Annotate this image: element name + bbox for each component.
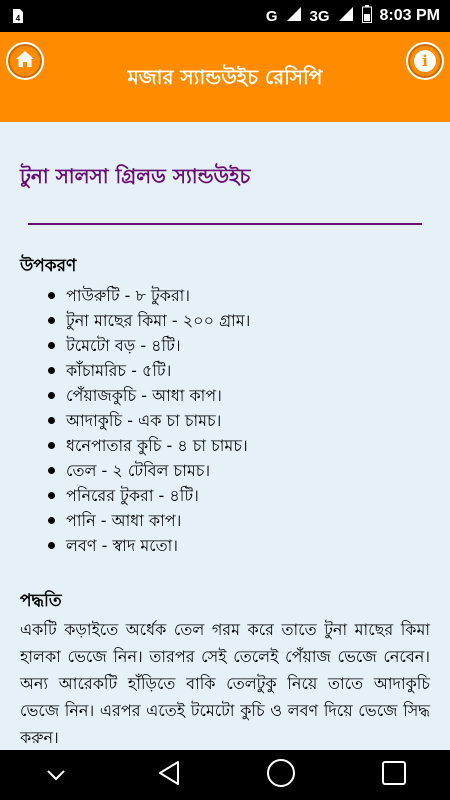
- back-triangle-icon: [156, 760, 182, 790]
- list-item: [48, 283, 430, 308]
- list-item: [48, 308, 430, 333]
- home-nav-button[interactable]: [251, 750, 311, 800]
- status-bar: [0, 0, 450, 32]
- recents-square-icon: [381, 760, 407, 790]
- bullet-icon: [48, 542, 55, 549]
- ingredient-text: লবণ - স্বাদ মতো।: [66, 536, 178, 555]
- navigation-bar: [0, 750, 450, 800]
- network-3g-label: 3G: [309, 7, 330, 25]
- ingredient-text: ধনেপাতার কুচি - ৪ চা চামচ।: [66, 436, 248, 455]
- ingredient-text: পেঁয়াজকুচি - আধা কাপ।: [66, 386, 222, 405]
- ingredient-text: পানি - আধা কাপ।: [66, 511, 182, 530]
- ingredient-text: তেল - ২ টেবিল চামচ।: [66, 461, 211, 480]
- chevron-down-icon: [46, 766, 66, 785]
- list-item: [48, 358, 430, 383]
- list-item: [48, 458, 430, 483]
- list-item: [48, 508, 430, 533]
- back-button[interactable]: [139, 750, 199, 800]
- ingredient-text: আদাকুচি - এক চা চামচ।: [66, 411, 222, 430]
- signal-icon-2: [338, 6, 354, 26]
- list-item: [48, 333, 430, 358]
- recipe-title: টুনা সালসা গ্রিলড স্যান্ডউইচ: [20, 164, 251, 188]
- sim-card-icon: [10, 8, 24, 24]
- bullet-icon: [48, 392, 55, 399]
- ingredients-list: [20, 283, 430, 558]
- signal-icon: [286, 6, 302, 26]
- bullet-icon: [48, 492, 55, 499]
- home-circle-icon: [266, 758, 296, 792]
- app-title: মজার স্যান্ডউইচ রেসিপি: [127, 65, 323, 89]
- info-icon: i: [414, 50, 436, 72]
- ingredients-heading: উপকরণ: [20, 256, 77, 276]
- list-item: [48, 408, 430, 433]
- method-heading: পদ্ধতি: [20, 591, 62, 611]
- bullet-icon: [48, 467, 55, 474]
- status-right: [266, 5, 440, 27]
- svg-text:4: 4: [15, 14, 21, 23]
- clock-time: 8:03 PM: [379, 7, 440, 24]
- network-g-label: G: [265, 7, 278, 25]
- status-left: [10, 8, 24, 24]
- app-header: [0, 32, 450, 122]
- list-item: [48, 433, 430, 458]
- list-item: [48, 383, 430, 408]
- method-text: একটি কড়াইতে অর্ধেক তেল গরম করে তাতে টুনা মাছের কিমা হালকা ভেজে নিন। তারপর সেই তেলেই পেঁয়াজ ভেজে নেবেন। অন্য আরেকটি হাঁড়িতে বাকি তেলটুকু নিয়ে তাতে আদাকুচি ভেজে নিন। এরপর এতেই টমেটো কুচি ও লবণ দিয়ে ভেজে সিদ্ধ করুন।: [20, 620, 430, 747]
- bullet-icon: [48, 292, 55, 299]
- bullet-icon: [48, 517, 55, 524]
- bullet-icon: [48, 442, 55, 449]
- battery-icon: [362, 5, 372, 27]
- bullet-icon: [48, 367, 55, 374]
- recents-button[interactable]: [364, 750, 424, 800]
- ingredient-text: পনিরের টুকরা - ৪টি।: [66, 486, 199, 505]
- list-item: [48, 483, 430, 508]
- home-icon: [15, 49, 35, 73]
- list-item: [48, 533, 430, 558]
- collapse-button[interactable]: [26, 750, 86, 800]
- home-button[interactable]: [6, 42, 44, 80]
- ingredient-text: টুনা মাছের কিমা - ২০০ গ্রাম।: [66, 311, 251, 330]
- bullet-icon: [48, 317, 55, 324]
- bullet-icon: [48, 342, 55, 349]
- ingredient-text: কাঁচামরিচ - ৫টি।: [66, 361, 172, 380]
- title-divider: [28, 223, 422, 225]
- info-button[interactable]: [406, 42, 444, 80]
- ingredient-text: টমেটো বড় - ৪টি।: [66, 336, 181, 355]
- ingredient-text: পাউরুটি - ৮ টুকরা।: [66, 286, 191, 305]
- bullet-icon: [48, 417, 55, 424]
- recipe-content[interactable]: [0, 122, 450, 750]
